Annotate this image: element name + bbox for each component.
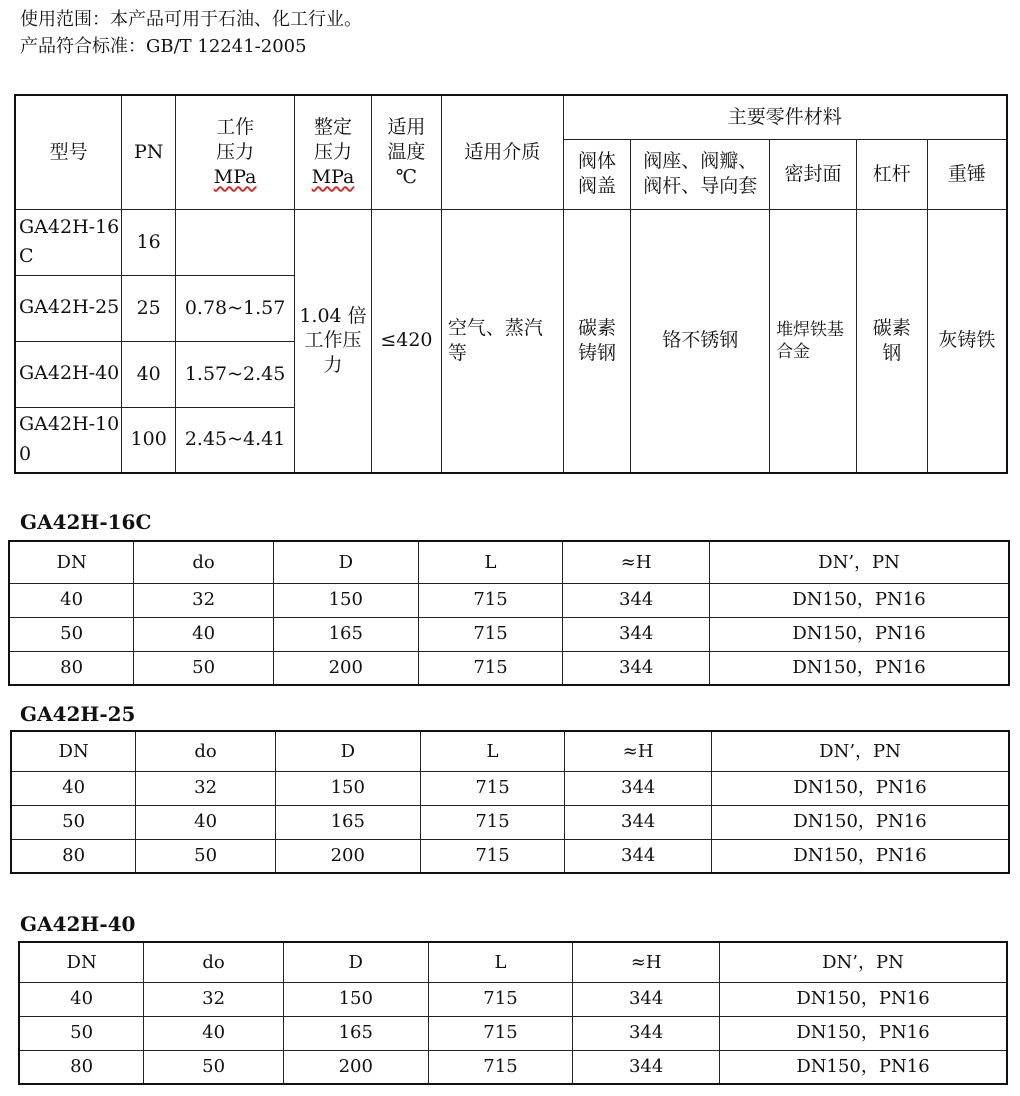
table-row (15, 209, 1007, 275)
cell: DN150，PN16 (712, 839, 1009, 873)
header-dn-pn: DN’，PN (712, 731, 1009, 771)
cell: 715 (418, 583, 563, 617)
header-d: D (273, 541, 418, 583)
usage-line: 使用范围：本产品可用于石油、化工行业。 (20, 9, 362, 30)
temperature-cell: ≤420 (371, 209, 441, 473)
pn-cell: 16 (122, 209, 176, 275)
pn-cell: 25 (122, 275, 176, 341)
cell: 715 (420, 805, 565, 839)
header-dn: DN (9, 541, 134, 583)
cell: 50 (9, 617, 134, 651)
header-h: ≈H (565, 731, 712, 771)
cell: 344 (573, 1016, 720, 1050)
header-lever: 杠杆 (856, 139, 927, 209)
cell: 715 (428, 982, 573, 1016)
cell: 715 (428, 1050, 573, 1084)
table-row (9, 651, 1009, 685)
body-material-cell: 碳素 铸钢 (563, 209, 631, 473)
header-do: do (136, 731, 276, 771)
cell: 50 (144, 1050, 284, 1084)
dim-table-25 (10, 730, 1010, 874)
header-set-pressure: 整定 压力 MPa (295, 95, 372, 209)
table-row (19, 1050, 1007, 1084)
cell: 50 (136, 839, 276, 873)
pressure-cell (176, 209, 295, 275)
cell: 40 (11, 771, 136, 805)
table-header-row (11, 731, 1009, 771)
seat-material-cell: 铬不锈钢 (631, 209, 770, 473)
cell: DN150，PN16 (720, 1016, 1007, 1050)
header-temperature: 适用 温度 ℃ (371, 95, 441, 209)
cell: 80 (11, 839, 136, 873)
header-seal: 密封面 (770, 139, 857, 209)
cell: 80 (19, 1050, 144, 1084)
section-title-25: GA42H-25 (20, 702, 136, 726)
pn-cell: 100 (122, 407, 176, 473)
dim-table-40 (18, 941, 1008, 1085)
header-l: L (418, 541, 563, 583)
pressure-cell: 0.78~1.57 (176, 275, 295, 341)
header-do: do (144, 942, 284, 982)
cell: 715 (420, 771, 565, 805)
cell: DN150，PN16 (712, 771, 1009, 805)
intro-text (20, 6, 362, 60)
cell: 165 (283, 1016, 428, 1050)
header-h: ≈H (573, 942, 720, 982)
cell: 715 (420, 839, 565, 873)
header-work-pressure: 工作 压力 MPa (176, 95, 295, 209)
header-dn-pn: DN’，PN (720, 942, 1007, 982)
table-row (9, 617, 1009, 651)
cell: 50 (11, 805, 136, 839)
cell: 32 (144, 982, 284, 1016)
spec-table (14, 94, 1008, 474)
table-header-row (19, 942, 1007, 982)
cell: DN150，PN16 (710, 617, 1009, 651)
header-seat: 阀座、阀瓣、 阀杆、导向套 (631, 139, 770, 209)
table-row (11, 771, 1009, 805)
header-materials: 主要零件材料 (563, 95, 1007, 139)
cell: 200 (273, 651, 418, 685)
section-title-40: GA42H-40 (20, 912, 136, 936)
model-cell: GA42H-25 (15, 275, 122, 341)
cell: 40 (144, 1016, 284, 1050)
set-pressure-cell: 1.04 倍 工作压 力 (295, 209, 372, 473)
cell: 165 (273, 617, 418, 651)
header-l: L (420, 731, 565, 771)
header-weight: 重锤 (927, 139, 1007, 209)
table-row (9, 583, 1009, 617)
cell: 40 (9, 583, 134, 617)
table-row (19, 982, 1007, 1016)
header-model: 型号 (15, 95, 122, 209)
header-h: ≈H (563, 541, 710, 583)
medium-cell: 空气、蒸汽 等 (441, 209, 563, 473)
section-title-16c: GA42H-16C (20, 510, 152, 534)
model-cell: GA42H-40 (15, 341, 122, 407)
cell: 200 (275, 839, 420, 873)
pressure-cell: 1.57~2.45 (176, 341, 295, 407)
header-l: L (428, 942, 573, 982)
dim-table-16c (8, 540, 1010, 686)
cell: 50 (134, 651, 274, 685)
cell: 344 (565, 839, 712, 873)
header-do: do (134, 541, 274, 583)
pn-cell: 40 (122, 341, 176, 407)
model-cell: GA42H-16C (15, 209, 122, 275)
cell: 344 (573, 982, 720, 1016)
pressure-cell: 2.45~4.41 (176, 407, 295, 473)
cell: 32 (136, 771, 276, 805)
cell: 715 (418, 651, 563, 685)
cell: 344 (563, 583, 710, 617)
lever-material-cell: 碳素 钢 (856, 209, 927, 473)
cell: 344 (573, 1050, 720, 1084)
seal-material-cell: 堆焊铁基 合金 (770, 209, 857, 473)
cell: 150 (275, 771, 420, 805)
cell: DN150，PN16 (720, 1050, 1007, 1084)
cell: 344 (565, 805, 712, 839)
table-header-row (9, 541, 1009, 583)
table-row (11, 805, 1009, 839)
cell: 50 (19, 1016, 144, 1050)
header-d: D (283, 942, 428, 982)
cell: DN150，PN16 (720, 982, 1007, 1016)
cell: 344 (563, 617, 710, 651)
header-medium: 适用介质 (441, 95, 563, 209)
model-cell: GA42H-100 (15, 407, 122, 473)
cell: 200 (283, 1050, 428, 1084)
standard-line: 产品符合标准：GB/T 12241-2005 (20, 36, 307, 57)
cell: 40 (136, 805, 276, 839)
cell: 150 (283, 982, 428, 1016)
cell: DN150，PN16 (712, 805, 1009, 839)
header-pn: PN (122, 95, 176, 209)
header-body: 阀体 阀盖 (563, 139, 631, 209)
header-d: D (275, 731, 420, 771)
header-dn-pn: DN’，PN (710, 541, 1009, 583)
cell: 40 (134, 617, 274, 651)
header-dn: DN (19, 942, 144, 982)
cell: 715 (428, 1016, 573, 1050)
table-row (19, 1016, 1007, 1050)
cell: 715 (418, 617, 563, 651)
cell: 80 (9, 651, 134, 685)
cell: 150 (273, 583, 418, 617)
cell: 344 (563, 651, 710, 685)
cell: 32 (134, 583, 274, 617)
header-dn: DN (11, 731, 136, 771)
table-row (11, 839, 1009, 873)
cell: 40 (19, 982, 144, 1016)
weight-material-cell: 灰铸铁 (927, 209, 1007, 473)
cell: 165 (275, 805, 420, 839)
cell: 344 (565, 771, 712, 805)
cell: DN150，PN16 (710, 583, 1009, 617)
cell: DN150，PN16 (710, 651, 1009, 685)
